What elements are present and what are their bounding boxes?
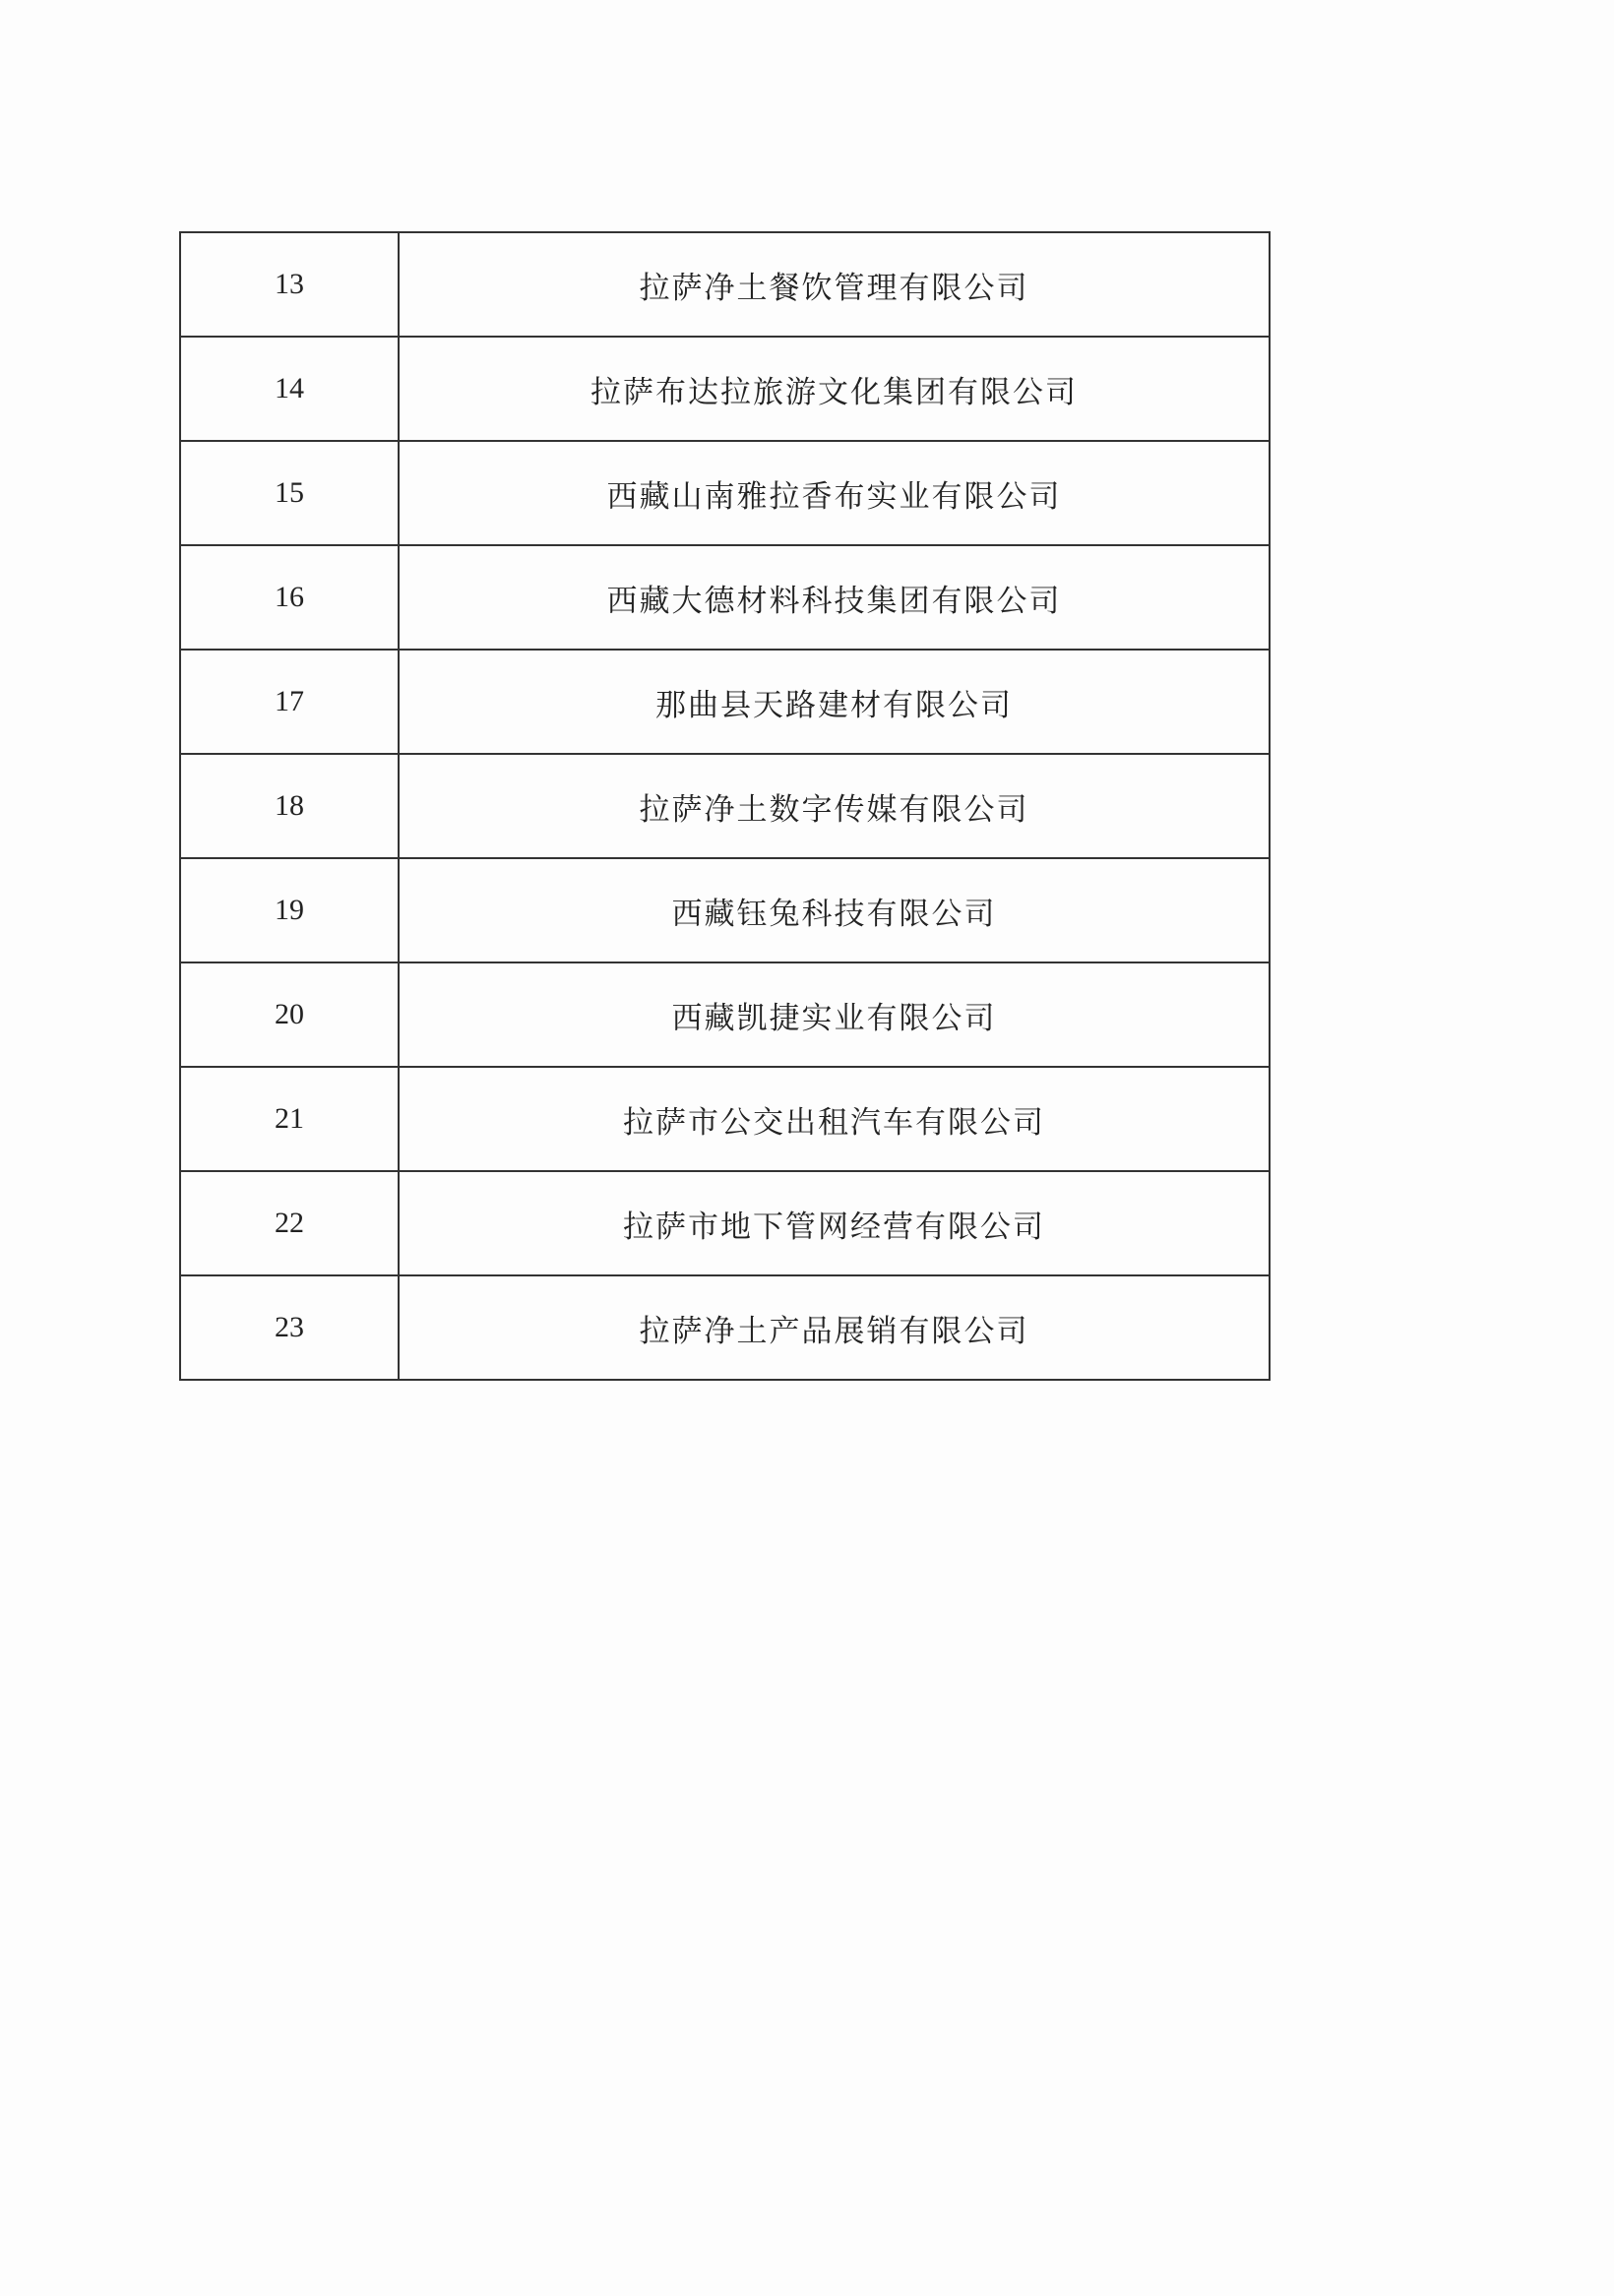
company-name: 拉萨市地下管网经营有限公司: [399, 1171, 1270, 1275]
table-row: [180, 1067, 1270, 1171]
row-number: 14: [180, 337, 399, 441]
company-name: 拉萨市公交出租汽车有限公司: [399, 1067, 1270, 1171]
table-row: [180, 1275, 1270, 1380]
company-name: 拉萨净土数字传媒有限公司: [399, 754, 1270, 858]
table-row: [180, 858, 1270, 962]
table-row: [180, 232, 1270, 337]
company-name: 拉萨净土餐饮管理有限公司: [399, 232, 1270, 337]
company-name: 拉萨布达拉旅游文化集团有限公司: [399, 337, 1270, 441]
company-name: 那曲县天路建材有限公司: [399, 650, 1270, 754]
row-number: 17: [180, 650, 399, 754]
table-row: [180, 1171, 1270, 1275]
row-number: 22: [180, 1171, 399, 1275]
table-row: [180, 441, 1270, 545]
table-row: [180, 754, 1270, 858]
company-name: 西藏钰兔科技有限公司: [399, 858, 1270, 962]
row-number: 20: [180, 962, 399, 1067]
table-row: [180, 650, 1270, 754]
row-number: 23: [180, 1275, 399, 1380]
table-row: [180, 962, 1270, 1067]
company-list-table: [179, 231, 1271, 1381]
table-row: [180, 337, 1270, 441]
row-number: 13: [180, 232, 399, 337]
row-number: 19: [180, 858, 399, 962]
company-name: 西藏大德材料科技集团有限公司: [399, 545, 1270, 650]
company-name: 西藏山南雅拉香布实业有限公司: [399, 441, 1270, 545]
company-name: 拉萨净土产品展销有限公司: [399, 1275, 1270, 1380]
row-number: 15: [180, 441, 399, 545]
table-row: [180, 545, 1270, 650]
row-number: 18: [180, 754, 399, 858]
company-name: 西藏凯捷实业有限公司: [399, 962, 1270, 1067]
row-number: 16: [180, 545, 399, 650]
row-number: 21: [180, 1067, 399, 1171]
company-list-body: [180, 232, 1270, 1380]
